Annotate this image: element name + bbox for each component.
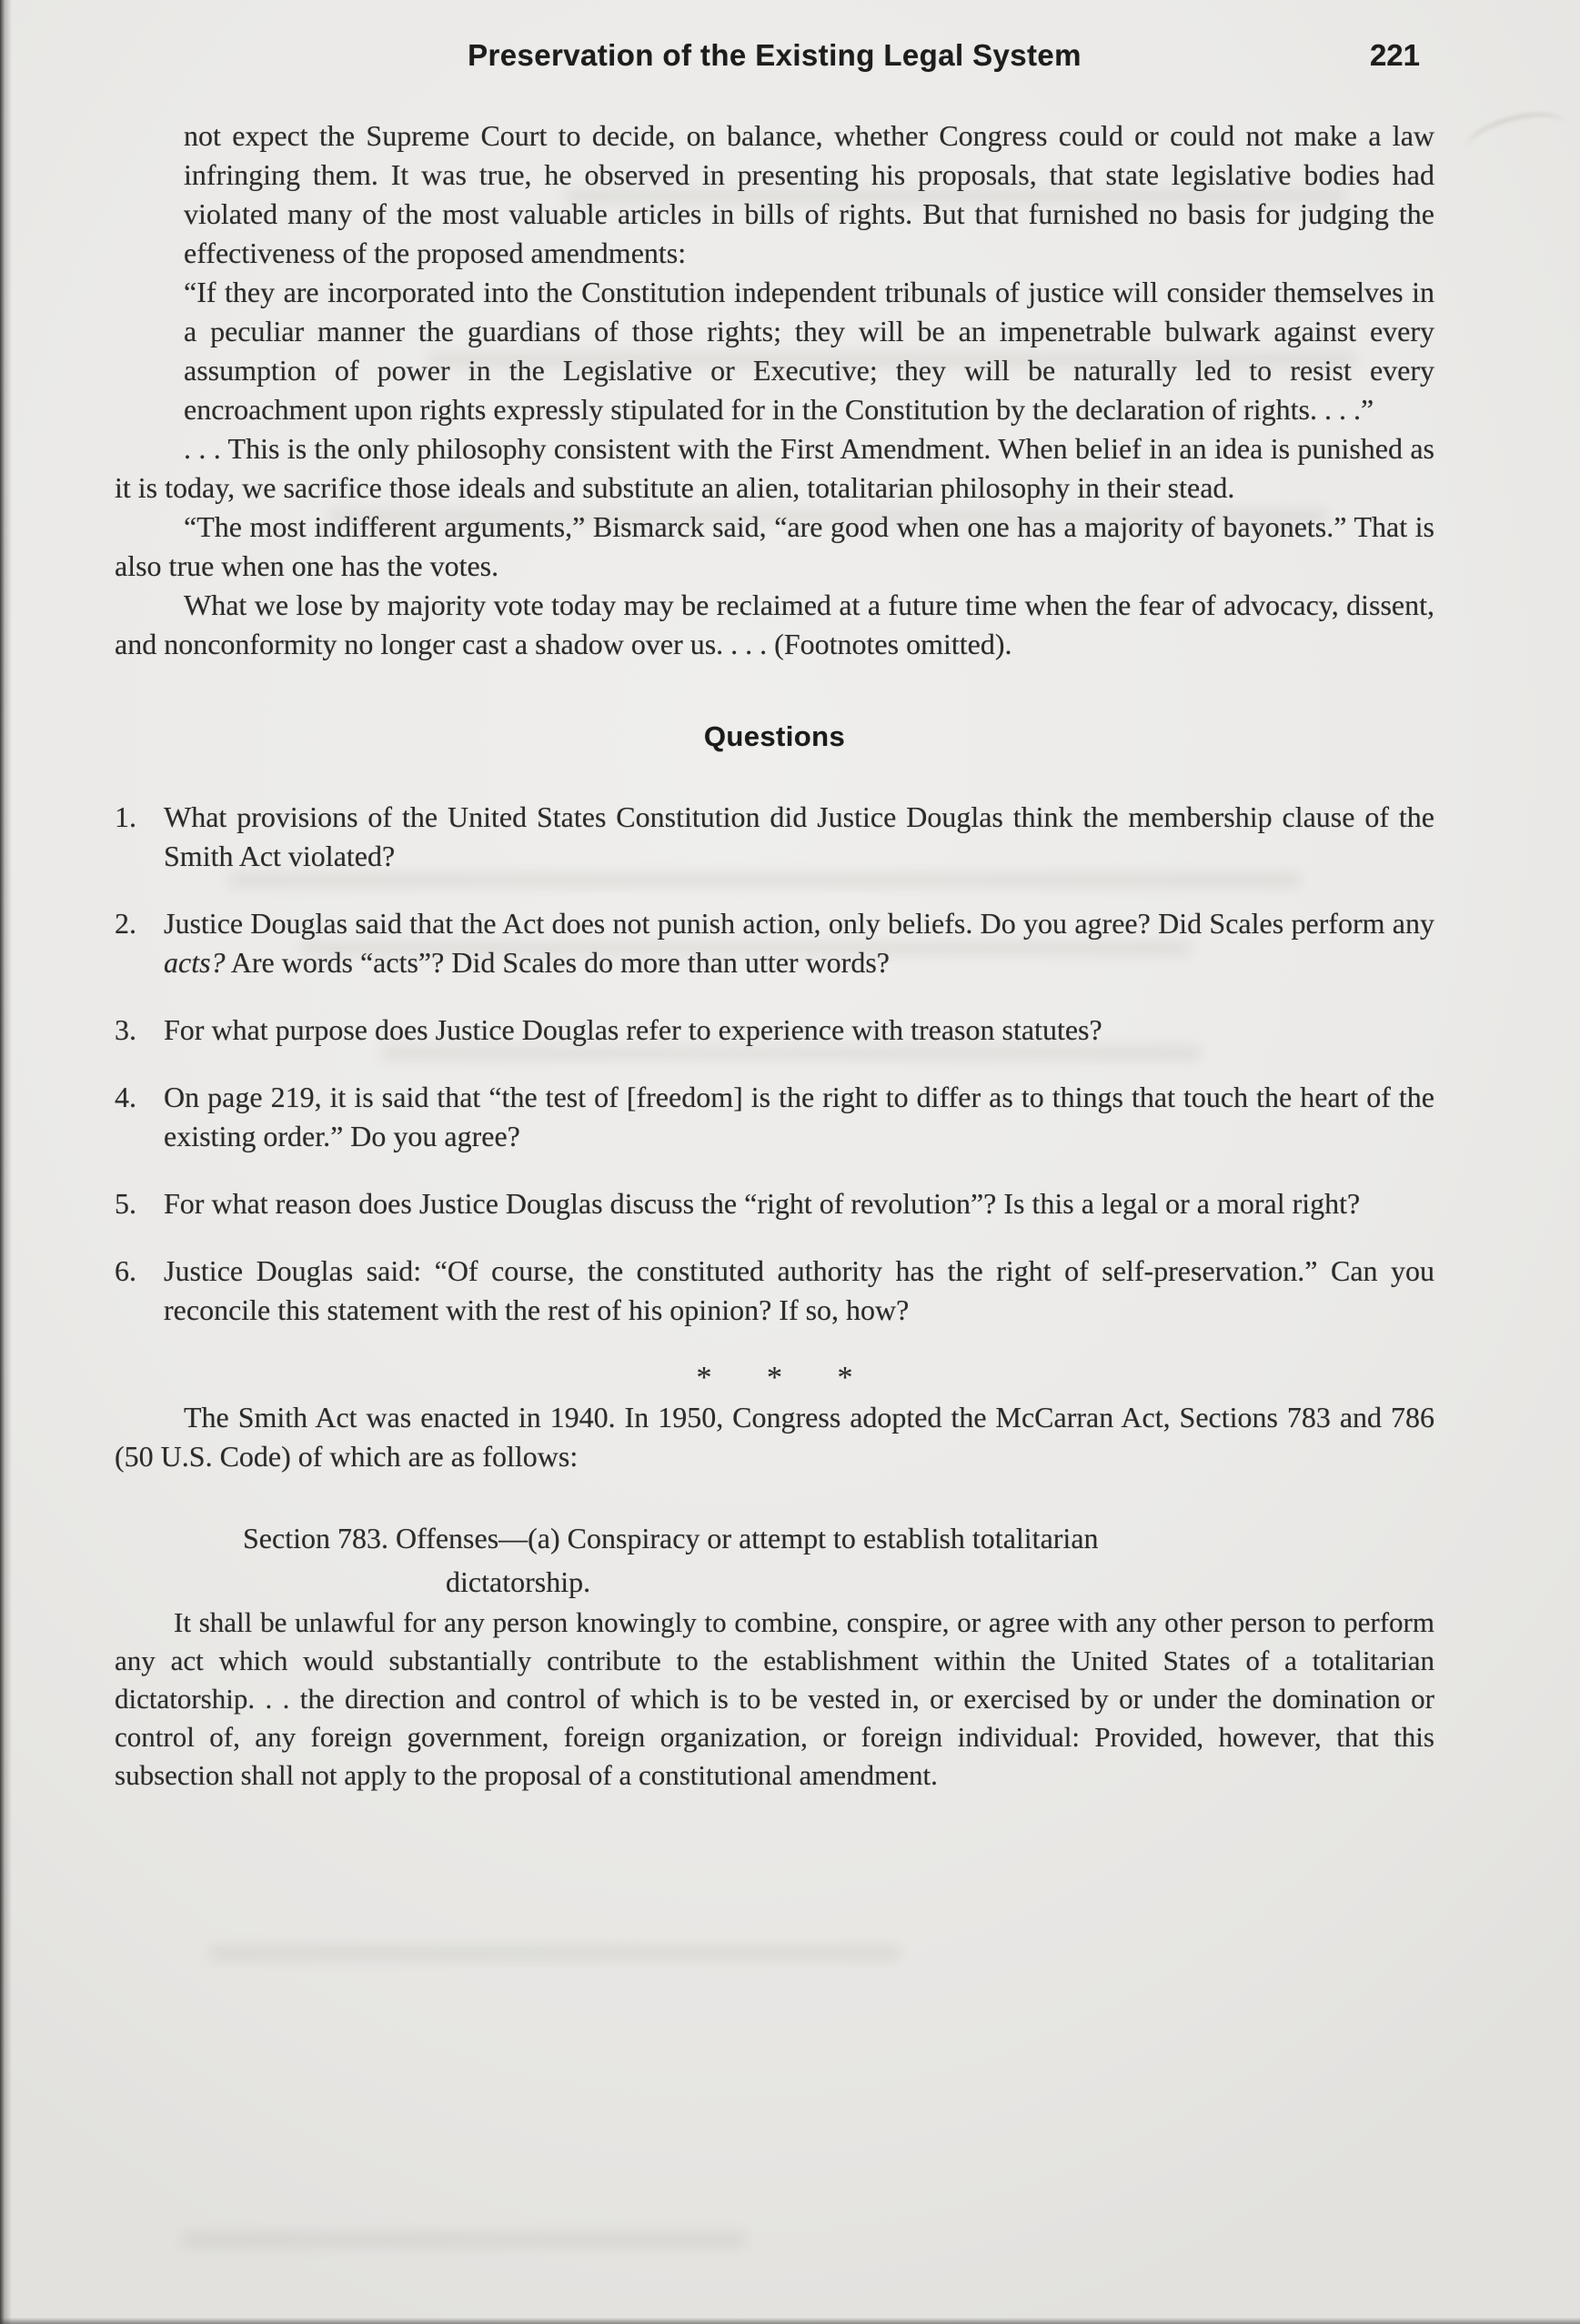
text-column (115, 116, 1434, 1795)
scan-bottom-edge-shadow (0, 2318, 1580, 2324)
questions-heading: Questions (703, 720, 846, 752)
question-item (115, 1252, 1434, 1330)
question-text: For what reason does Justice Douglas discuss the “right of revolution”? Is this a legal or a moral right? (164, 1187, 1361, 1220)
opinion-excerpt-block (184, 116, 1434, 429)
showthrough-ghost (182, 2233, 746, 2247)
question-text: On page 219, it is said that “the test of [freedom] is the right to differ as to things that touch the heart of the existing order.” Do you agree? (164, 1081, 1434, 1152)
question-item (115, 1184, 1434, 1223)
question-text: Justice Douglas said: “Of course, the constituted authority has the right of self-preservation.” Can you reconcile this statement with the rest of his opinion? If so, how? (164, 1254, 1434, 1326)
smith-act-paragraph: The Smith Act was enacted in 1940. In 1950, Congress adopted the McCarran Act, Sections 783 and 786 (50 U.S. Code) of which are as follows: (115, 1401, 1434, 1473)
question-item (115, 904, 1434, 982)
excerpt-paragraph: not expect the Supreme Court to decide, on balance, whether Congress could or could not make a law infringing them. It was true, he observed in presenting his proposals, that state legislative bodies had violated many of the most valuable articles in bills of rights. But that furnished no basis for judging the effectiveness of the proposed amendments: (184, 119, 1434, 269)
question-text: Justice Douglas said that the Act does not punish action, only beliefs. Do you agree? Did Scales perform any acts? Are words “acts”? Did Scales do more than utter words? (164, 907, 1434, 979)
section-783-heading-line1: Section 783. Offenses—(a) Conspiracy or attempt to establish totalitarian (243, 1522, 1099, 1554)
page-number: 221 (1369, 38, 1420, 72)
body-paragraph: “The most indifferent arguments,” Bismarck said, “are good when one has a majority of bayonets.” That is also true when one has the votes. (115, 510, 1434, 582)
body-paragraph: What we lose by majority vote today may be reclaimed at a future time when the fear of advocacy, dissent, and nonconformity no longer cast a shadow over us. . . . (Footnotes omitted). (115, 589, 1434, 660)
question-number: 6. (115, 1254, 136, 1287)
showthrough-ghost (209, 1947, 901, 1960)
page-title: Preservation of the Existing Legal System (468, 38, 1082, 72)
section-783-heading-line2: dictatorship. (446, 1565, 591, 1598)
question-text: What provisions of the United States Constitution did Justice Douglas think the membership clause of the Smith Act violated? (164, 800, 1434, 872)
question-item (115, 798, 1434, 876)
excerpt-paragraph: “If they are incorporated into the Constitution independent tribunals of justice will consider themselves in a peculiar manner the guardians of those rights; they will be an impenetrable bulwark against every assumption of power in the Legislative or Executive; they will be naturally led to resist every encroachment upon rights expressly stipulated for in the Constitution by the declaration of rights. . . .” (184, 276, 1434, 426)
section-783-body-paragraph: It shall be unlawful for any person knowingly to combine, conspire, or agree with any other person to perform any act which would substantially contribute to the establishment within the United States of a totalitarian dictatorship. . . the direction and control of which is to be vested in, or exercised by or under the domination or control of, any foreign government, foreign organization, or foreign individual: Provided, however, that this subsection shall not apply to the proposal of a constitutional amendment. (115, 1606, 1434, 1791)
pencil-smudge-mark (1463, 105, 1572, 169)
question-number: 1. (115, 800, 136, 833)
scan-left-edge-shadow (0, 0, 12, 2324)
question-number: 3. (115, 1013, 136, 1046)
running-header (115, 38, 1434, 75)
body-paragraph: . . . This is the only philosophy consistent with the First Amendment. When belief in an idea is punished as it is today, we sacrifice those ideals and substitute an alien, totalitarian philosophy in their stead. (115, 432, 1434, 504)
question-item (115, 1011, 1434, 1050)
question-number: 4. (115, 1081, 136, 1113)
question-text: For what purpose does Justice Douglas refer to experience with treason statutes? (164, 1013, 1102, 1046)
question-item (115, 1078, 1434, 1156)
section-783-heading (243, 1516, 1434, 1604)
asterisk-separator: * * * (696, 1361, 853, 1394)
question-number: 2. (115, 907, 136, 940)
question-number: 5. (115, 1187, 136, 1220)
